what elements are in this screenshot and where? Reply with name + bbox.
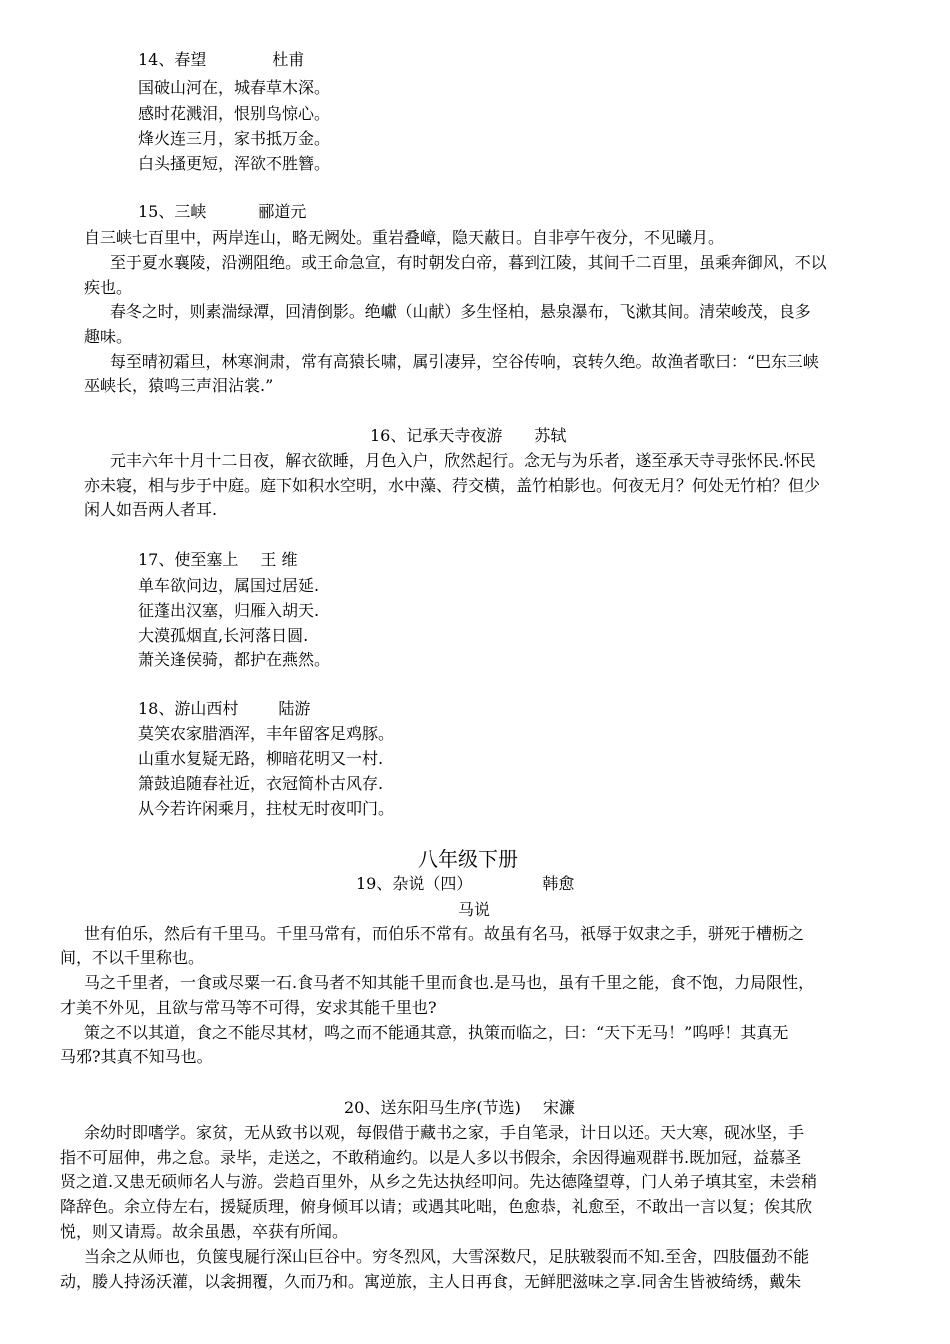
section-title: 18、游山西村 [138,699,239,718]
section-title: 16、记承天寺夜游 [370,426,503,445]
paragraph-line: 世有伯乐，然后有千里马。千里马常有，而伯乐不常有。故虽有名马，祇辱于奴隶之手，骈死于槽枥之 [84,924,805,943]
section-author: 宋濂 [542,1098,575,1117]
section-author: 苏轼 [534,426,567,445]
paragraph-line: 每至晴初霜旦，林寒涧肃，常有高猿长啸，属引凄异，空谷传响，哀转久绝。故渔者歌曰：“巴东三峡 [110,352,819,371]
paragraph-line: 亦未寝，相与步于中庭。庭下如积水空明，水中藻、荇交横，盖竹柏影也。何夜无月？何处无竹柏？但少 [84,476,821,495]
poem-line: 莫笑农家腊酒浑，丰年留客足鸡豚。 [138,724,395,743]
poem-line: 山重水复疑无路，柳暗花明又一村. [138,749,384,768]
section-title: 15、三峡 [138,202,207,221]
poem-line: 白头搔更短，浑欲不胜簪。 [138,154,331,173]
paragraph-line: 至于夏水襄陵，沿溯阻绝。或王命急宣，有时朝发白帝，暮到江陵，其间千二百里，虽乘奔御风，不以 [110,253,827,272]
section-19-heading [356,872,574,896]
paragraph-line: 才美不外见，且欲与常马等不可得，安求其能千里也? [60,998,437,1017]
section-author: 王 维 [260,550,298,569]
poem-line: 从今若许闲乘月，拄杖无时夜叩门。 [138,799,395,818]
poem-line: 国破山河在，城春草木深。 [138,78,331,97]
paragraph-line: 巫峡长，猿鸣三声泪沾裳.” [84,376,274,395]
poem-line: 征蓬出汉塞，归雁入胡天. [138,601,320,620]
paragraph-line: 间，不以千里称也。 [60,948,205,967]
poem-line: 大漠孤烟直,长河落日圆. [138,626,309,645]
paragraph-line: 悦，则又请焉。故余虽愚，卒获有所闻。 [60,1222,349,1241]
paragraph-line: 自三峡七百里中，两岸连山，略无阙处。重岩叠嶂，隐天蔽日。自非亭午夜分，不见曦月。 [84,228,725,247]
section-author: 杜甫 [272,50,305,69]
section-20-heading [344,1096,575,1120]
poem-line: 感时花溅泪，恨别鸟惊心。 [138,104,331,123]
paragraph-line: 余幼时即嗜学。家贫，无从致书以观，每假借于藏书之家，手自笔录，计日以还。天大寒，砚冰坚，手 [84,1123,805,1142]
paragraph-line: 贤之道.又患无硕师名人与游。尝趋百里外，从乡之先达执经叩问。先达德隆望尊，门人弟子填其室，未尝稍 [60,1172,818,1191]
paragraph-line: 元丰六年十月十二日夜，解衣欲睡，月色入户，欣然起行。念无与为乐者，遂至承天寺寻张怀民.怀民 [110,451,816,470]
poem-line: 烽火连三月，家书抵万金。 [138,129,331,148]
section-title: 19、杂说（四） [356,874,473,893]
paragraph-line: 马邪?其真不知马也。 [60,1047,213,1066]
volume-title: 八年级下册 [418,847,518,871]
paragraph-line: 动，媵人持汤沃灌，以衾拥覆，久而乃和。寓逆旅，主人日再食，无鲜肥滋味之享.同舍生皆被绮绣，戴朱 [60,1272,802,1291]
section-14-heading [138,48,304,72]
paragraph-line: 降辞色。余立侍左右，援疑质理，俯身倾耳以请；或遇其叱咄，色愈恭，礼愈至，不敢出一言以复；俟其欣 [60,1197,813,1216]
section-author: 韩愈 [542,874,575,893]
paragraph-line: 策之不以其道，食之不能尽其材，鸣之而不能通其意，执策而临之，曰：“天下无马！”呜呼！其真无 [84,1023,789,1042]
paragraph-line: 春冬之时，则素湍绿潭，回清倒影。绝巘（山献）多生怪柏，悬泉瀑布，飞漱其间。清荣峻茂，良多 [110,302,811,321]
paragraph-line: 指不可屈伸，弗之怠。录毕，走送之，不敢稍逾约。以是人多以书假余，余因得遍观群书.既加冠，益慕圣 [60,1148,802,1167]
poem-line: 箫鼓追随春社近，衣冠简朴古风存. [138,774,384,793]
section-author: 陆游 [278,699,311,718]
section-title: 20、送东阳马生序(节选) [344,1098,521,1117]
paragraph-line: 趣味。 [84,327,133,346]
section-18-heading [138,697,310,721]
paragraph-line: 马之千里者，一食或尽粟一石.食马者不知其能千里而食也.是马也，虽有千里之能，食不饱，力局限性， [84,973,815,992]
section-title: 14、春望 [138,50,207,69]
poem-line: 萧关逢侯骑，都护在燕然。 [138,650,331,669]
poem-line: 单车欲问边，属国过居延. [138,576,320,595]
section-17-heading [138,548,297,572]
section-16-heading [370,424,566,448]
paragraph-line: 当余之从师也，负箧曳屣行深山巨谷中。穷冬烈风，大雪深数尺，足肤皲裂而不知.至舍，四肢僵劲不能 [84,1247,810,1266]
paragraph-line: 疾也。 [84,278,133,297]
paragraph-line: 闲人如吾两人者耳. [84,500,218,519]
section-subtitle: 马说 [458,900,491,919]
section-author: 郦道元 [258,202,307,221]
section-title: 17、使至塞上 [138,550,239,569]
section-15-heading [138,200,306,224]
